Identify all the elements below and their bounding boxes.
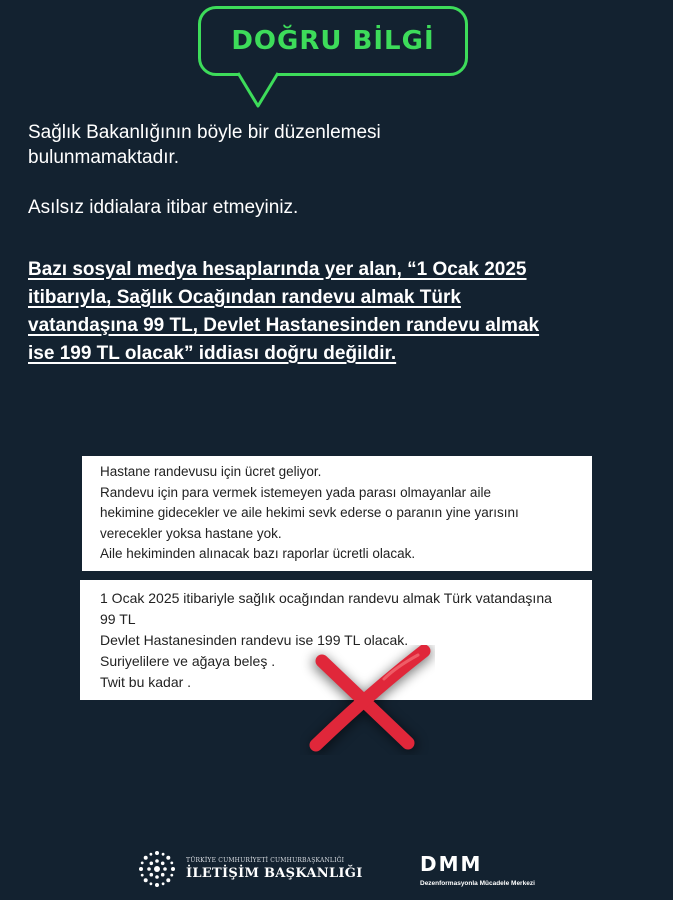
intro-text (28, 120, 648, 245)
claim-line: Bazı sosyal medya hesaplarında yer alan, “1 Ocak 2025 (28, 259, 527, 280)
claim-line: vatandaşına 99 TL, Devlet Hastanesinden randevu almak (28, 315, 540, 336)
truth-badge-box (198, 6, 468, 76)
intro-paragraph-2: Asılsız iddialara itibar etmeyiniz. (28, 197, 299, 218)
dmm-wordmark-text: DMM (420, 855, 483, 873)
intro-line-2: bulunmamaktadır. (28, 147, 180, 168)
post-line: Aile hekiminden alınacak bazı raporlar ücretli olacak. (100, 546, 416, 561)
speech-tail-icon (236, 70, 280, 110)
red-cross-icon (300, 645, 435, 755)
truth-badge (198, 6, 474, 108)
post-line: Twit bu kadar . (100, 674, 192, 690)
intro-line-1: Sağlık Bakanlığının böyle bir düzenlemesi (28, 122, 381, 143)
post-line: Devlet Hastanesinden randevu ise 199 TL olacak. (100, 632, 409, 648)
dmm-logo (420, 855, 535, 887)
post-line: 99 TL (100, 611, 136, 627)
gov-small-text: TÜRKİYE CUMHURİYETİ CUMHURBAŞKANLIĞI (186, 857, 345, 864)
dmm-wordmark (420, 855, 520, 873)
intro-paragraph-1 (28, 120, 648, 170)
social-post-1 (82, 456, 592, 571)
claim-line: ise 199 TL olacak” iddiası doğru değildir. (28, 343, 397, 364)
truth-badge-label: DOĞRU BİLGİ (231, 26, 435, 56)
dmm-subtitle: Dezenformasyonla Mücadele Merkezi (420, 880, 535, 887)
gov-big-text: İLETİŞİM BAŞKANLIĞI (186, 866, 363, 881)
post-line: Suriyelilere ve ağaya beleş . (100, 653, 276, 669)
claim-statement (28, 256, 658, 368)
claim-line: itibarıyla, Sağlık Ocağından randevu almak Türk (28, 287, 461, 308)
post-line: Hastane randevusu için ücret geliyor. (100, 464, 322, 479)
post-line: 1 Ocak 2025 itibariyle sağlık ocağından randevu almak Türk vatandaşına (100, 590, 552, 606)
post-line: hekimine gidecekler ve aile hekimi sevk ederse o paranın yine yarısını (100, 505, 519, 520)
post-line: verecekler yoksa hastane yok. (100, 525, 282, 541)
presidential-emblem-icon (136, 848, 178, 890)
iletisim-logo (136, 848, 363, 890)
post-line: Randevu için para vermek istemeyen yada parası olmayanlar aile (100, 484, 491, 500)
